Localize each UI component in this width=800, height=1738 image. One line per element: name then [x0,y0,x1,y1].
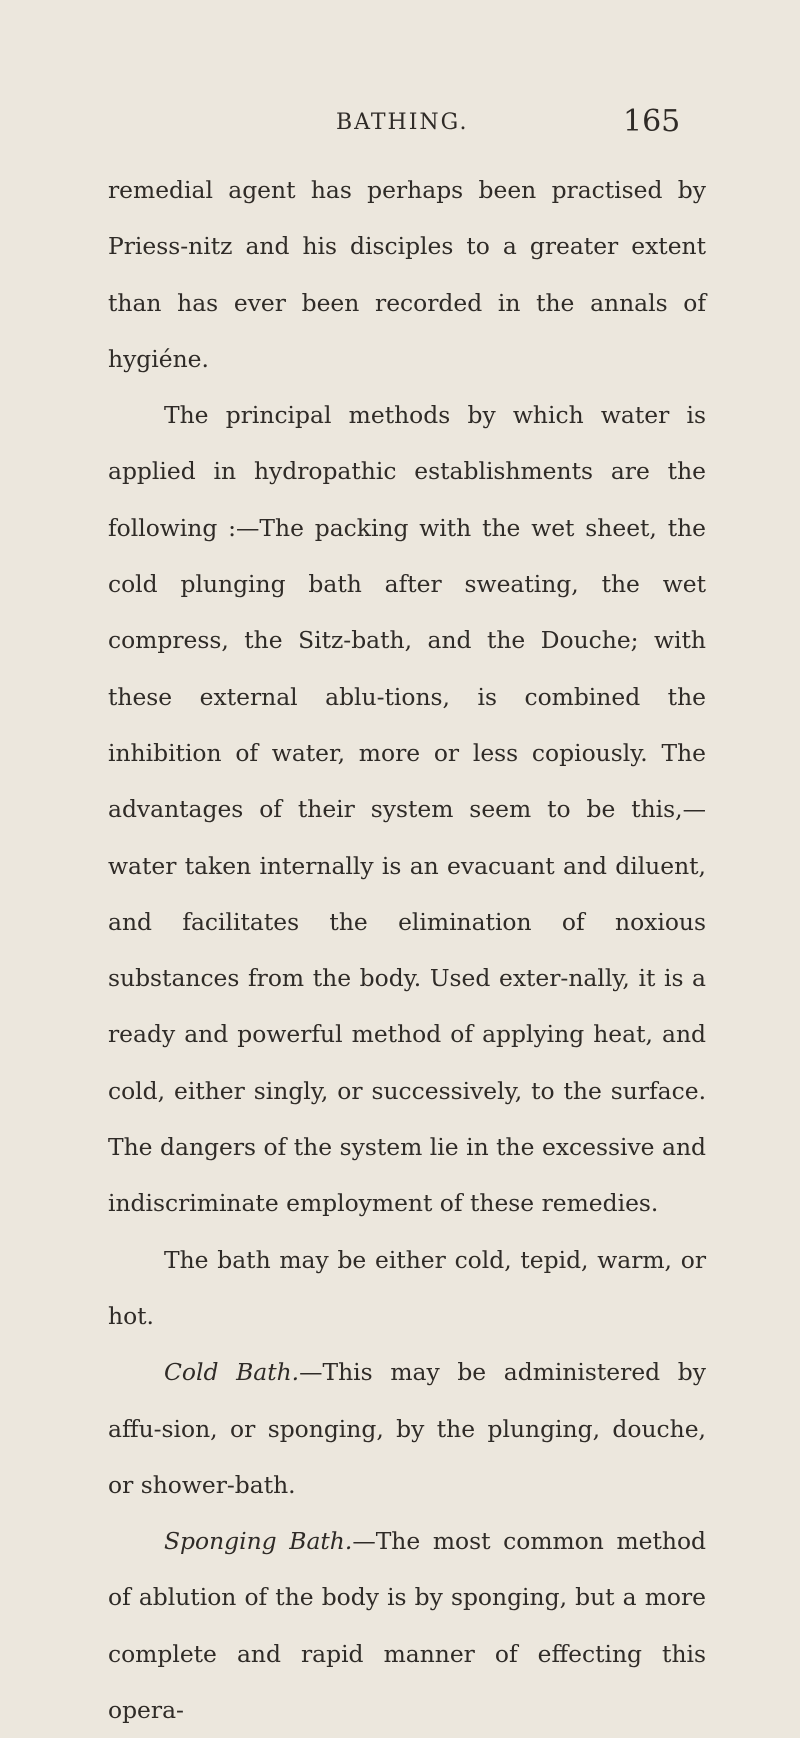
paragraph-5-text: —The most common method of ablution of the body is by sponging, but a more complete and rapid manner of effecting this opera- [108,1527,707,1725]
paragraph-4-text: —This may be administered by affu-sion, or sponging, by the plunging, douche, or shower-bath. [108,1358,706,1499]
body-text [108,162,706,1738]
paragraph-3-text: The bath may be either cold, tepid, warm, or hot. [108,1245,706,1330]
paragraph-2-text: The principal methods by which water is applied in hydropathic establishments are the following :—The packing with the wet sheet, the cold plunging bath after sweating, the wet compress, the Sitz-bath, and the Douche; with these external ablu-tions, is combined the inhibition of water, more or less copiously. The advantages of their system seem to be this,—water taken internally is an evacuant and diluent, and facilitates the elimination of noxious substances from the body. Used exter-nally, it is a ready and powerful method of applying heat, and cold, either singly, or successively, to the surface. The dangers of the system lie in the excessive and indiscriminate employment of these remedies. [108,401,706,1218]
paragraph-4-heading: Cold Bath. [164,1358,300,1387]
paragraph-5-heading: Sponging Bath. [164,1527,353,1556]
paragraph-1 [108,162,706,387]
running-head [0,104,800,144]
paragraph-4 [108,1344,706,1513]
page-number: 165 [623,104,681,139]
paragraph-2 [108,387,706,1231]
running-title: BATHING. [336,110,469,135]
paragraph-5 [108,1513,706,1738]
paragraph-3 [108,1232,706,1345]
paragraph-1-text: remedial agent has perhaps been practised by Priess-nitz and his disciples to a greater extent than has ever been recorded in the annals of hygiéne. [108,176,706,373]
